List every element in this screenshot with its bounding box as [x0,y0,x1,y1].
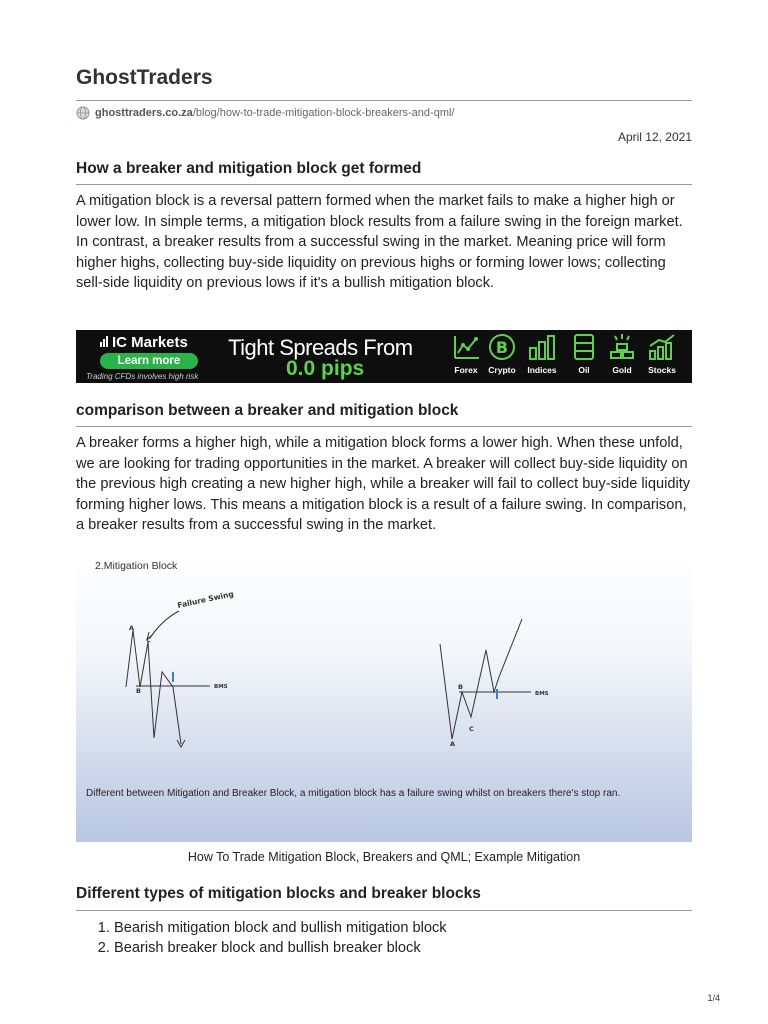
label-bms-right: BMS [535,691,549,697]
gold-bars-icon [607,332,637,362]
list-item: 2. Bearish breaker block and bullish breaker block [114,938,447,958]
list-item: 1. Bearish mitigation block and bullish mitigation block [114,918,447,938]
learn-more-button[interactable]: Learn more [100,353,198,369]
section-heading-comparison: comparison between a breaker and mitigation block [76,402,459,419]
category-forex[interactable]: Forex [448,332,484,375]
figure-caption: Different between Mitigation and Breaker Block, a mitigation block has a failure swing whilst on breakers there's stop ran. [86,788,621,799]
url-host[interactable]: ghosttraders.co.za [95,107,193,119]
figure-title: 2.Mitigation Block [95,560,178,572]
label-c-left: C [146,636,151,644]
label-bms-left: BMS [214,684,228,690]
title-divider [76,100,692,101]
section-divider [76,910,692,911]
category-crypto[interactable]: B Crypto [484,332,520,375]
label-b-right: B [458,683,463,691]
forex-chart-icon [451,332,481,362]
page-number: 1/4 [707,993,720,1003]
category-stocks[interactable]: Stocks [644,332,680,375]
mitigation-price-path [126,630,181,744]
svg-text:B: B [495,338,509,357]
section-heading-formation: How a breaker and mitigation block get formed [76,160,422,177]
globe-icon [76,106,90,120]
section-divider [76,426,692,427]
label-failure-swing: Failure Swing [176,589,235,610]
ad-banner[interactable] [76,330,692,383]
category-oil[interactable]: Oil [566,332,602,375]
mitigation-block-diagram [76,552,692,842]
url-path[interactable]: /blog/how-to-trade-mitigation-block-breakers-and-qml/ [192,107,455,119]
banner-pips: 0.0 pips [286,357,365,380]
bitcoin-icon [487,332,517,362]
publish-date: April 12, 2021 [617,130,692,144]
category-indices[interactable]: Indices [524,332,560,375]
bars-icon [100,334,109,351]
risk-disclaimer: Trading CFDs involves high risk [86,372,199,381]
stocks-icon [647,332,677,362]
category-gold[interactable]: Gold [604,332,640,375]
oil-barrel-icon [569,332,599,362]
banner-headline: Tight Spreads From [228,335,413,360]
image-caption: How To Trade Mitigation Block, Breakers and QML; Example Mitigation [187,850,581,864]
site-title: GhostTraders [76,66,213,89]
section-heading-types: Different types of mitigation blocks and breaker blocks [76,885,481,902]
label-a-right: A [450,740,456,748]
breaker-price-path [440,619,522,739]
failure-swing-arrow [150,611,179,638]
label-c-right: C [469,725,474,733]
paragraph-comparison: A breaker forms a higher high, while a mitigation block forms a lower high. When these unfold, we are looking for trading opportunities in the market. A breaker will collect buy-side liquidity on the previous high creating a new higher high, while a breaker will fail to collect buy-side liquidity forming higher lows. This means a mitigation block is a result of a failure swing. In comparison, a breaker results from a successful swing in the market. [76,435,691,534]
label-b-left: B [136,687,141,695]
source-url[interactable] [76,106,454,120]
paragraph-formation: A mitigation block is a reversal pattern formed when the market fails to make a higher high or lower low. In simple terms, a mitigation block results from a failure swing in the foreign market. In contrast, a breaker results from a successful swing in the market. Meaning price will form higher highs, collecting buy-side liquidity on previous highs or forming lower lows; collecting sell-side liquidity on previous lows if it's a bullish mitigation block. [76,193,683,292]
bar-chart-icon [527,332,557,362]
block-types-list [76,918,447,958]
ic-markets-logo: IC Markets [100,334,188,351]
section-divider [76,184,692,185]
label-a-left: A [129,624,135,632]
